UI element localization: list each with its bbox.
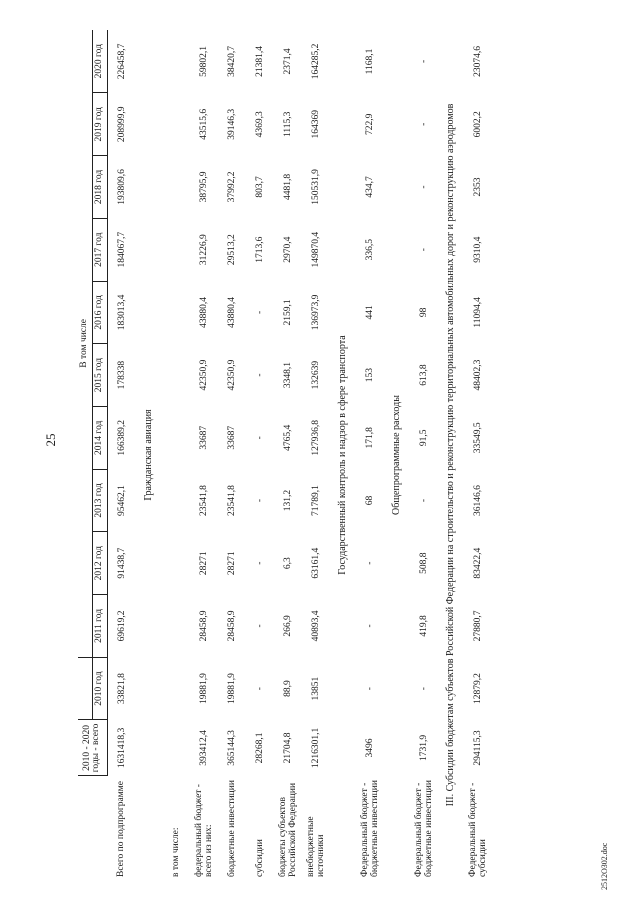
cell-value bbox=[162, 30, 190, 93]
cell-value: 37992,2 bbox=[226, 171, 237, 203]
row-total: 365144,3 bbox=[226, 730, 237, 766]
table-row bbox=[107, 30, 136, 880]
row-label: Всего по подпрограмме bbox=[116, 781, 127, 877]
budget-table bbox=[78, 30, 492, 880]
cell-value: - bbox=[254, 561, 265, 565]
cell-value: 27880,7 bbox=[472, 610, 483, 642]
cell-value: - bbox=[364, 687, 375, 691]
row-total: 294115,3 bbox=[472, 730, 483, 766]
cell-value: 266,9 bbox=[282, 615, 293, 637]
cell-value: 33687 bbox=[198, 425, 209, 450]
cell-value: 36146,6 bbox=[472, 485, 483, 516]
cell-value bbox=[162, 595, 190, 658]
cell-value: 441 bbox=[364, 305, 375, 320]
section-heading: Гражданская авиация bbox=[143, 409, 155, 501]
cell-value: - bbox=[254, 436, 265, 440]
row-total bbox=[162, 720, 190, 776]
cell-value: 28271 bbox=[226, 551, 237, 576]
section-heading: III. Субсидии бюджетам субъектов Российской Федерации на строительство и реконструкцию территориальных автомобильных дорог и реконструкцию аэродромов bbox=[444, 103, 456, 807]
cell-value: 59802,1 bbox=[198, 46, 209, 77]
cell-value: 178338 bbox=[116, 360, 127, 390]
cell-value: 43515,6 bbox=[198, 108, 209, 140]
section-heading-row bbox=[330, 30, 356, 880]
cell-value: 4481,8 bbox=[282, 173, 293, 201]
cell-value: 150531,9 bbox=[310, 169, 321, 205]
cell-value: - bbox=[364, 561, 375, 565]
row-total: 1631418,3 bbox=[116, 727, 127, 769]
cell-value: 193809,6 bbox=[116, 169, 127, 205]
cell-value: 226458,7 bbox=[116, 43, 127, 80]
cell-value: 2353 bbox=[472, 177, 483, 197]
cell-value: 28458,9 bbox=[226, 610, 237, 642]
cell-value: 21381,4 bbox=[254, 46, 265, 77]
cell-value bbox=[162, 469, 190, 532]
table-row bbox=[274, 30, 302, 880]
row-total: 1731,9 bbox=[418, 734, 429, 762]
table-body bbox=[107, 30, 492, 880]
cell-value bbox=[162, 218, 190, 281]
cell-value: 4765,4 bbox=[282, 424, 293, 451]
cell-value: 208999,9 bbox=[116, 106, 127, 143]
cell-value: - bbox=[364, 624, 375, 628]
cell-value: 28458,9 bbox=[198, 610, 209, 642]
cell-value: 38420,7 bbox=[226, 46, 237, 77]
cell-value bbox=[162, 532, 190, 595]
cell-value: 184067,7 bbox=[116, 231, 127, 268]
cell-value: 131,2 bbox=[282, 489, 293, 512]
table-row bbox=[162, 30, 190, 880]
cell-value: 6,3 bbox=[282, 557, 293, 570]
cell-value: 1713,6 bbox=[254, 236, 265, 263]
header-label-cell bbox=[78, 776, 107, 880]
header-year: 2010 год bbox=[92, 657, 107, 720]
cell-value: 164285,2 bbox=[310, 43, 321, 80]
cell-value: 71789,1 bbox=[310, 485, 321, 516]
table-row bbox=[218, 30, 246, 880]
cell-value: 1168,1 bbox=[364, 48, 375, 75]
row-total: 3496 bbox=[364, 738, 375, 758]
cell-value: 803,7 bbox=[254, 176, 265, 198]
cell-value: 69619,2 bbox=[116, 610, 127, 642]
cell-value bbox=[162, 156, 190, 219]
document-footer: 2512ОЗ02.doc bbox=[600, 842, 609, 890]
row-total: 21704,8 bbox=[282, 732, 293, 764]
cell-value: 132639 bbox=[310, 360, 321, 390]
cell-value: 434,7 bbox=[364, 176, 375, 198]
header-year: 2016 год bbox=[92, 281, 107, 344]
row-total: 28268,1 bbox=[254, 732, 265, 764]
cell-value: 28271 bbox=[198, 551, 209, 576]
row-label: в том числе: bbox=[170, 827, 181, 877]
cell-value: 23541,8 bbox=[226, 485, 237, 516]
cell-value: 29513,2 bbox=[226, 234, 237, 266]
cell-value: - bbox=[418, 248, 429, 252]
row-label: бюджетные инвестиции bbox=[226, 780, 237, 877]
header-year: 2011 год bbox=[92, 595, 107, 658]
cell-value: 42350,9 bbox=[226, 359, 237, 391]
cell-value: 613,8 bbox=[418, 364, 429, 386]
row-total: 1216301,1 bbox=[310, 727, 321, 769]
cell-value: 43880,4 bbox=[198, 296, 209, 328]
cell-value: 42350,9 bbox=[198, 359, 209, 391]
cell-value: 722,9 bbox=[364, 113, 375, 135]
header-year: 2020 год bbox=[92, 30, 107, 93]
cell-value: 153 bbox=[364, 367, 375, 383]
cell-value: 33687 bbox=[226, 425, 237, 450]
cell-value bbox=[162, 406, 190, 469]
cell-value: 98 bbox=[418, 307, 429, 318]
cell-value: 88,9 bbox=[282, 680, 293, 697]
cell-value: 136973,9 bbox=[310, 294, 321, 331]
table-row bbox=[302, 30, 330, 880]
cell-value: 40893,4 bbox=[310, 610, 321, 642]
section-heading-row bbox=[136, 30, 162, 880]
row-label: Федеральный бюджет - субсидии bbox=[467, 782, 488, 877]
cell-value bbox=[162, 657, 190, 720]
cell-value: 166389,2 bbox=[116, 419, 127, 456]
header-year: 2014 год bbox=[92, 406, 107, 469]
cell-value: 2970,4 bbox=[282, 236, 293, 263]
section-heading-row bbox=[384, 30, 410, 880]
cell-value: 149870,4 bbox=[310, 231, 321, 268]
cell-value: 33549,5 bbox=[472, 422, 483, 454]
cell-value: 4369,3 bbox=[254, 111, 265, 138]
cell-value: 171,8 bbox=[364, 427, 375, 449]
cell-value bbox=[162, 344, 190, 407]
cell-value: - bbox=[418, 59, 429, 64]
header-group: В том числе bbox=[78, 30, 92, 657]
cell-value: 2159,1 bbox=[282, 299, 293, 326]
cell-value bbox=[162, 281, 190, 344]
row-label: федеральный бюджет - всего из них: bbox=[193, 784, 214, 877]
cell-value: - bbox=[254, 624, 265, 628]
row-total: 393412,4 bbox=[198, 730, 209, 766]
cell-value: 38795,9 bbox=[198, 171, 209, 203]
cell-value: 11094,4 bbox=[472, 297, 483, 328]
cell-value: 2371,4 bbox=[282, 48, 293, 75]
cell-value: 43880,4 bbox=[226, 296, 237, 328]
cell-value: - bbox=[418, 122, 429, 126]
cell-value: 19881,9 bbox=[226, 673, 237, 705]
cell-value: 95462,1 bbox=[116, 485, 127, 516]
cell-value: - bbox=[418, 687, 429, 691]
cell-value bbox=[162, 93, 190, 156]
cell-value: 1115,3 bbox=[282, 111, 293, 137]
cell-value: 9310,4 bbox=[472, 236, 483, 263]
cell-value: 6002,2 bbox=[472, 111, 483, 138]
cell-value: 91438,7 bbox=[116, 547, 127, 579]
cell-value: 48402,3 bbox=[472, 359, 483, 391]
row-label: субсидии bbox=[254, 839, 265, 877]
header-year: 2019 год bbox=[92, 93, 107, 156]
cell-value: 164369 bbox=[310, 110, 321, 139]
section-heading: Общепрограммные расходы bbox=[391, 395, 403, 515]
cell-value: 23074,6 bbox=[472, 46, 483, 77]
cell-value: 183013,4 bbox=[116, 294, 127, 331]
cell-value: 419,8 bbox=[418, 615, 429, 637]
cell-value: 508,8 bbox=[418, 552, 429, 574]
header-year: 2015 год bbox=[92, 344, 107, 407]
cell-value: 12879,2 bbox=[472, 673, 483, 705]
table-row bbox=[410, 30, 438, 880]
cell-value: - bbox=[254, 687, 265, 691]
cell-value: 3348,1 bbox=[282, 362, 293, 389]
cell-value: - bbox=[418, 498, 429, 503]
header-year: 2013 год bbox=[92, 469, 107, 532]
cell-value: 13851 bbox=[310, 676, 321, 701]
header-year: 2012 год bbox=[92, 532, 107, 595]
rotated-table-container bbox=[78, 10, 598, 880]
header-total: 2010 - 2020 годы - всего bbox=[78, 720, 107, 776]
header-year: 2018 год bbox=[92, 156, 107, 219]
cell-value: 39146,3 bbox=[226, 108, 237, 140]
page-number: 25 bbox=[43, 433, 58, 447]
cell-value: 127936,8 bbox=[310, 419, 321, 456]
cell-value: 68 bbox=[364, 495, 375, 506]
cell-value: - bbox=[254, 373, 265, 377]
cell-value: 31226,9 bbox=[198, 234, 209, 266]
table-row bbox=[190, 30, 218, 880]
cell-value: - bbox=[418, 185, 429, 189]
cell-value: - bbox=[254, 498, 265, 503]
row-label: Федеральный бюджет - бюджетные инвестиции bbox=[359, 780, 380, 877]
cell-value: 23541,8 bbox=[198, 485, 209, 516]
cell-value: 33821,8 bbox=[116, 673, 127, 705]
row-label: внебюджетные источники bbox=[305, 816, 326, 877]
cell-value: 83422,4 bbox=[472, 547, 483, 579]
section-heading-row bbox=[438, 30, 464, 880]
table-row bbox=[356, 30, 384, 880]
table-row bbox=[246, 30, 274, 880]
cell-value: 19881,9 bbox=[198, 673, 209, 705]
header-year: 2017 год bbox=[92, 218, 107, 281]
section-heading: Государственный контроль и надзор в сфере транспорта bbox=[337, 335, 349, 575]
cell-value: 63161,4 bbox=[310, 547, 321, 579]
row-label: Федеральный бюджет - бюджетные инвестиции bbox=[413, 780, 434, 877]
cell-value: 91,5 bbox=[418, 429, 429, 447]
table-row bbox=[464, 30, 492, 880]
cell-value: 336,5 bbox=[364, 239, 375, 261]
table-header bbox=[78, 30, 107, 880]
header-spacer bbox=[78, 657, 92, 720]
cell-value: - bbox=[254, 310, 265, 314]
row-label: бюджеты субъектов Российской Федерации bbox=[277, 782, 298, 877]
